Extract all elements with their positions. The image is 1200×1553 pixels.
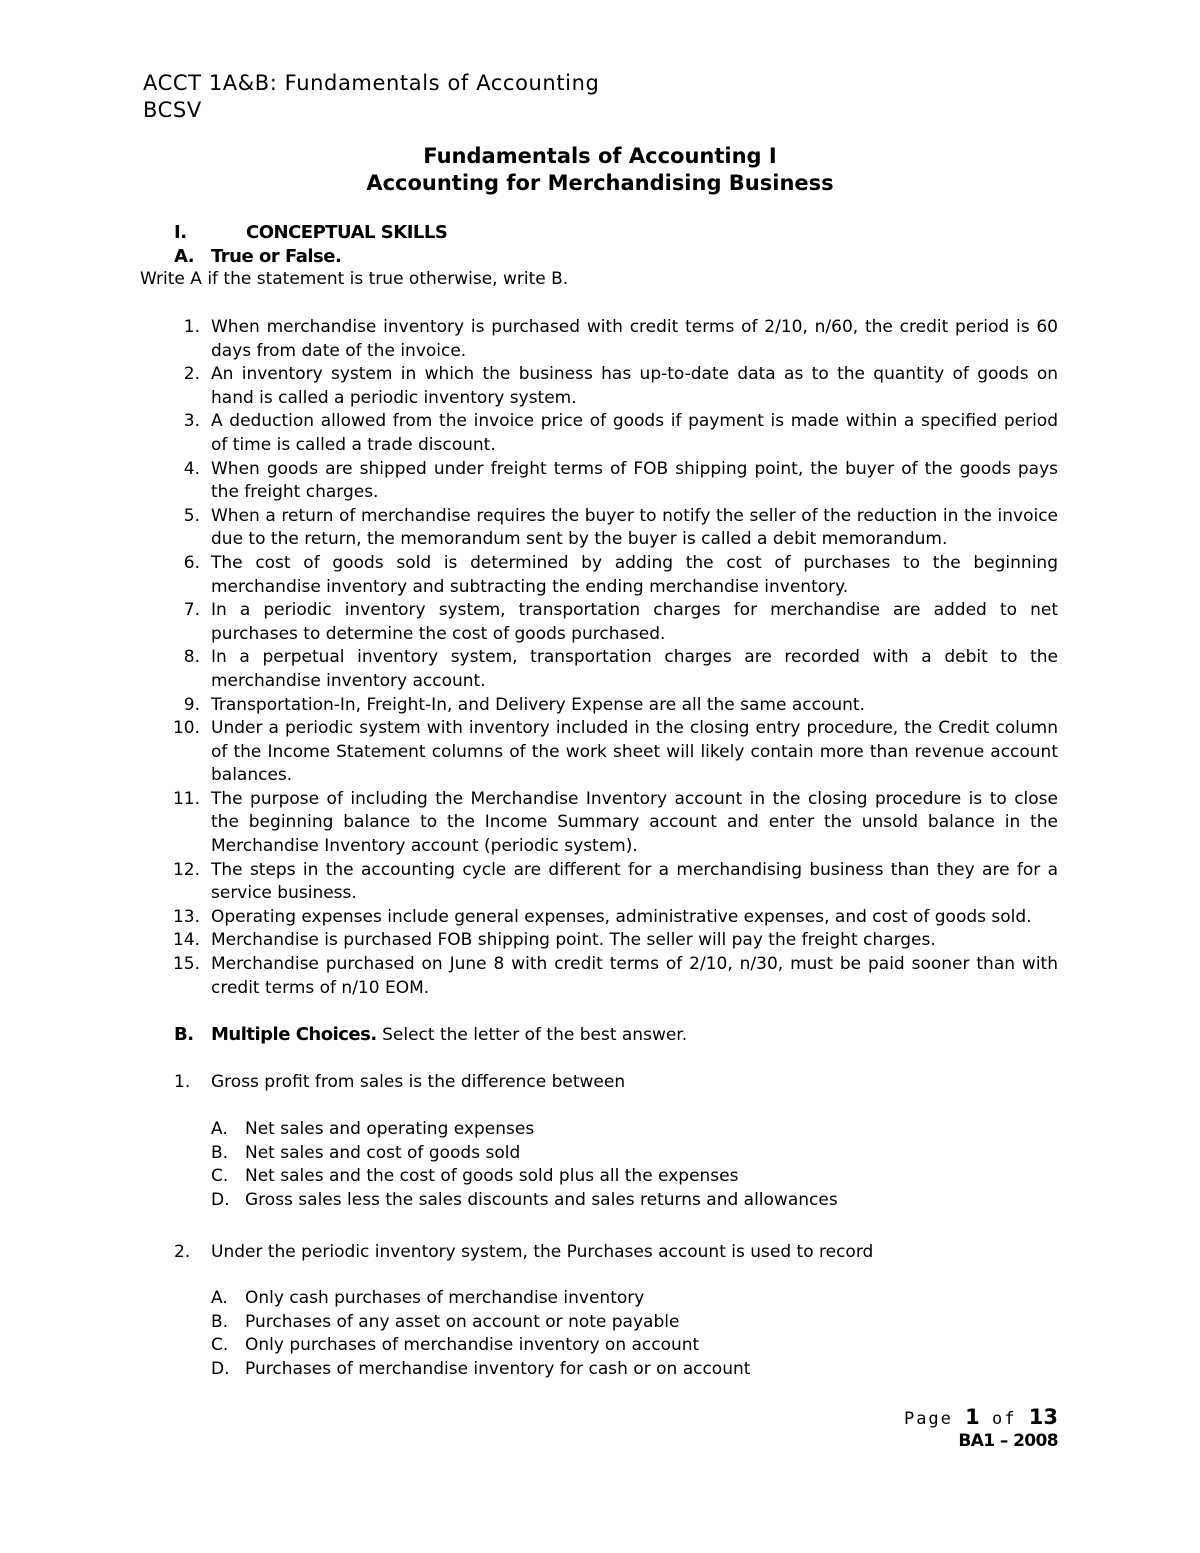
- list-item: [170, 646, 1058, 693]
- question-number: 2.: [174, 1242, 191, 1262]
- section-a-label: True or False.: [211, 246, 342, 267]
- item-number: 11.: [172, 788, 200, 809]
- title-line-1: Fundamentals of Accounting I: [423, 144, 777, 168]
- section-a-letter: A.: [174, 246, 195, 267]
- option-item: [211, 1287, 750, 1311]
- item-text: Transportation-In, Freight-In, and Delivery Expense are all the same account.: [211, 694, 865, 715]
- item-text: When merchandise inventory is purchased with credit terms of 2/10, n/60, the credit period is 60 days from date of the invoice.: [211, 317, 1058, 361]
- list-item: [170, 410, 1058, 457]
- option-item: [211, 1142, 838, 1166]
- list-item: [170, 363, 1058, 410]
- list-item: [170, 859, 1058, 906]
- option-letter: C.: [211, 1166, 229, 1187]
- option-text: Only purchases of merchandise inventory on account: [245, 1335, 700, 1356]
- page-number: 1: [965, 1405, 980, 1429]
- option-item: [211, 1189, 838, 1213]
- question-text: Gross profit from sales is the difference between: [211, 1072, 626, 1092]
- item-text: An inventory system in which the business has up-to-date data as to the quantity of goods on hand is called a periodic inventory system.: [211, 364, 1058, 408]
- item-text: Under a periodic system with inventory included in the closing entry procedure, the Credit column of the Income Statement columns of the work sheet will likely contain more than revenue account balances.: [211, 718, 1058, 786]
- item-text: The cost of goods sold is determined by adding the cost of purchases to the beginning merchandise inventory and subtracting the ending merchandise inventory.: [211, 552, 1058, 597]
- item-number: 2.: [183, 364, 200, 385]
- option-text: Only cash purchases of merchandise inventory: [245, 1288, 645, 1308]
- option-letter: A.: [211, 1288, 228, 1308]
- list-item: [170, 929, 1058, 953]
- option-letter: C.: [211, 1335, 229, 1356]
- list-item: [170, 316, 1058, 363]
- list-item: [170, 717, 1058, 788]
- item-number: 6.: [183, 552, 200, 573]
- part-label: CONCEPTUAL SKILLS: [246, 222, 448, 243]
- option-letter: B.: [211, 1142, 229, 1163]
- page-footer: [904, 1405, 1058, 1451]
- option-text: Gross sales less the sales discounts and sales returns and allowances: [245, 1189, 838, 1210]
- item-number: 14.: [172, 930, 200, 951]
- item-number: 13.: [172, 906, 200, 927]
- list-item: [170, 505, 1058, 552]
- option-item: [211, 1311, 750, 1335]
- question-number: 1.: [174, 1072, 191, 1092]
- item-number: 9.: [183, 694, 200, 715]
- item-text: Merchandise is purchased FOB shipping point. The seller will pay the freight charges.: [211, 930, 936, 951]
- section-b-heading: [174, 1023, 687, 1048]
- item-text: When a return of merchandise requires the buyer to notify the seller of the reduction in the invoice due to the return, the memorandum sent by the buyer is called a debit memorandum.: [211, 505, 1058, 550]
- list-item: [170, 788, 1058, 859]
- item-number: 4.: [183, 458, 200, 479]
- page-indicator: [904, 1405, 1058, 1429]
- option-letter: B.: [211, 1311, 229, 1332]
- document-title: [0, 143, 1200, 197]
- school-code: BCSV: [143, 98, 202, 122]
- list-item: [170, 599, 1058, 646]
- option-item: [211, 1165, 838, 1189]
- course-title: ACCT 1A&B: Fundamentals of Accounting: [143, 71, 600, 95]
- list-item: [170, 552, 1058, 599]
- part-numeral: I.: [174, 222, 187, 243]
- option-item: [211, 1334, 750, 1358]
- item-text: In a periodic inventory system, transportation charges for merchandise are added to net purchases to determine the cost of goods purchased.: [211, 600, 1058, 644]
- course-header: [143, 70, 599, 124]
- part-heading: [174, 221, 447, 245]
- section-b-label: Multiple Choices.: [211, 1024, 377, 1045]
- option-text: Net sales and operating expenses: [245, 1119, 535, 1139]
- true-false-list: [170, 316, 1058, 1000]
- option-item: [211, 1358, 750, 1382]
- option-text: Net sales and cost of goods sold: [245, 1142, 521, 1163]
- list-item: [170, 458, 1058, 505]
- item-number: 15.: [172, 954, 200, 975]
- document-code: BA1 – 2008: [958, 1431, 1058, 1451]
- option-text: Net sales and the cost of goods sold plus all the expenses: [245, 1166, 739, 1187]
- section-b-instruction: Select the letter of the best answer.: [382, 1025, 688, 1045]
- item-number: 3.: [183, 411, 200, 432]
- title-line-2: Accounting for Merchandising Business: [366, 171, 834, 195]
- option-letter: A.: [211, 1119, 228, 1139]
- option-letter: D.: [211, 1189, 230, 1210]
- page-prefix: Page: [903, 1409, 953, 1429]
- item-number: 7.: [183, 600, 200, 621]
- list-item: [170, 694, 1058, 718]
- option-text: Purchases of any asset on account or note payable: [245, 1311, 680, 1332]
- option-item: [211, 1118, 838, 1142]
- mc-question-1: [174, 1071, 625, 1095]
- section-a-heading: [174, 245, 341, 269]
- item-text: The steps in the accounting cycle are different for a merchandising business than they are for a service business.: [211, 859, 1058, 904]
- item-number: 5.: [183, 505, 200, 526]
- item-text: Operating expenses include general expenses, administrative expenses, and cost of goods sold.: [211, 906, 1032, 927]
- item-text: The purpose of including the Merchandise Inventory account in the closing procedure is to close the beginning balance to the Income Summary account and enter the unsold balance in the Merchandise Inventory account (periodic system).: [211, 788, 1058, 857]
- item-number: 1.: [183, 317, 200, 337]
- section-a-instruction: Write A if the statement is true otherwise, write B.: [140, 269, 569, 289]
- page-total: 13: [1028, 1405, 1058, 1429]
- mc-options-2: [211, 1287, 750, 1381]
- list-item: [170, 953, 1058, 1000]
- item-number: 8.: [183, 647, 200, 668]
- question-text: Under the periodic inventory system, the Purchases account is used to record: [211, 1242, 874, 1262]
- mc-options-1: [211, 1118, 838, 1212]
- item-text: Merchandise purchased on June 8 with credit terms of 2/10, n/30, must be paid sooner than with credit terms of n/10 EOM.: [211, 954, 1058, 998]
- item-text: When goods are shipped under freight terms of FOB shipping point, the buyer of the goods pays the freight charges.: [211, 458, 1058, 503]
- section-b-letter: B.: [174, 1024, 194, 1045]
- item-number: 10.: [172, 718, 200, 739]
- option-letter: D.: [211, 1358, 230, 1379]
- item-text: A deduction allowed from the invoice price of goods if payment is made within a specified period of time is called a trade discount.: [211, 411, 1058, 455]
- list-item: [170, 906, 1058, 930]
- item-number: 12.: [172, 859, 200, 880]
- page-of: of: [992, 1409, 1017, 1429]
- mc-question-2: [174, 1241, 873, 1265]
- option-text: Purchases of merchandise inventory for cash or on account: [245, 1358, 751, 1379]
- item-text: In a perpetual inventory system, transportation charges are recorded with a debit to the merchandise inventory account.: [211, 647, 1058, 691]
